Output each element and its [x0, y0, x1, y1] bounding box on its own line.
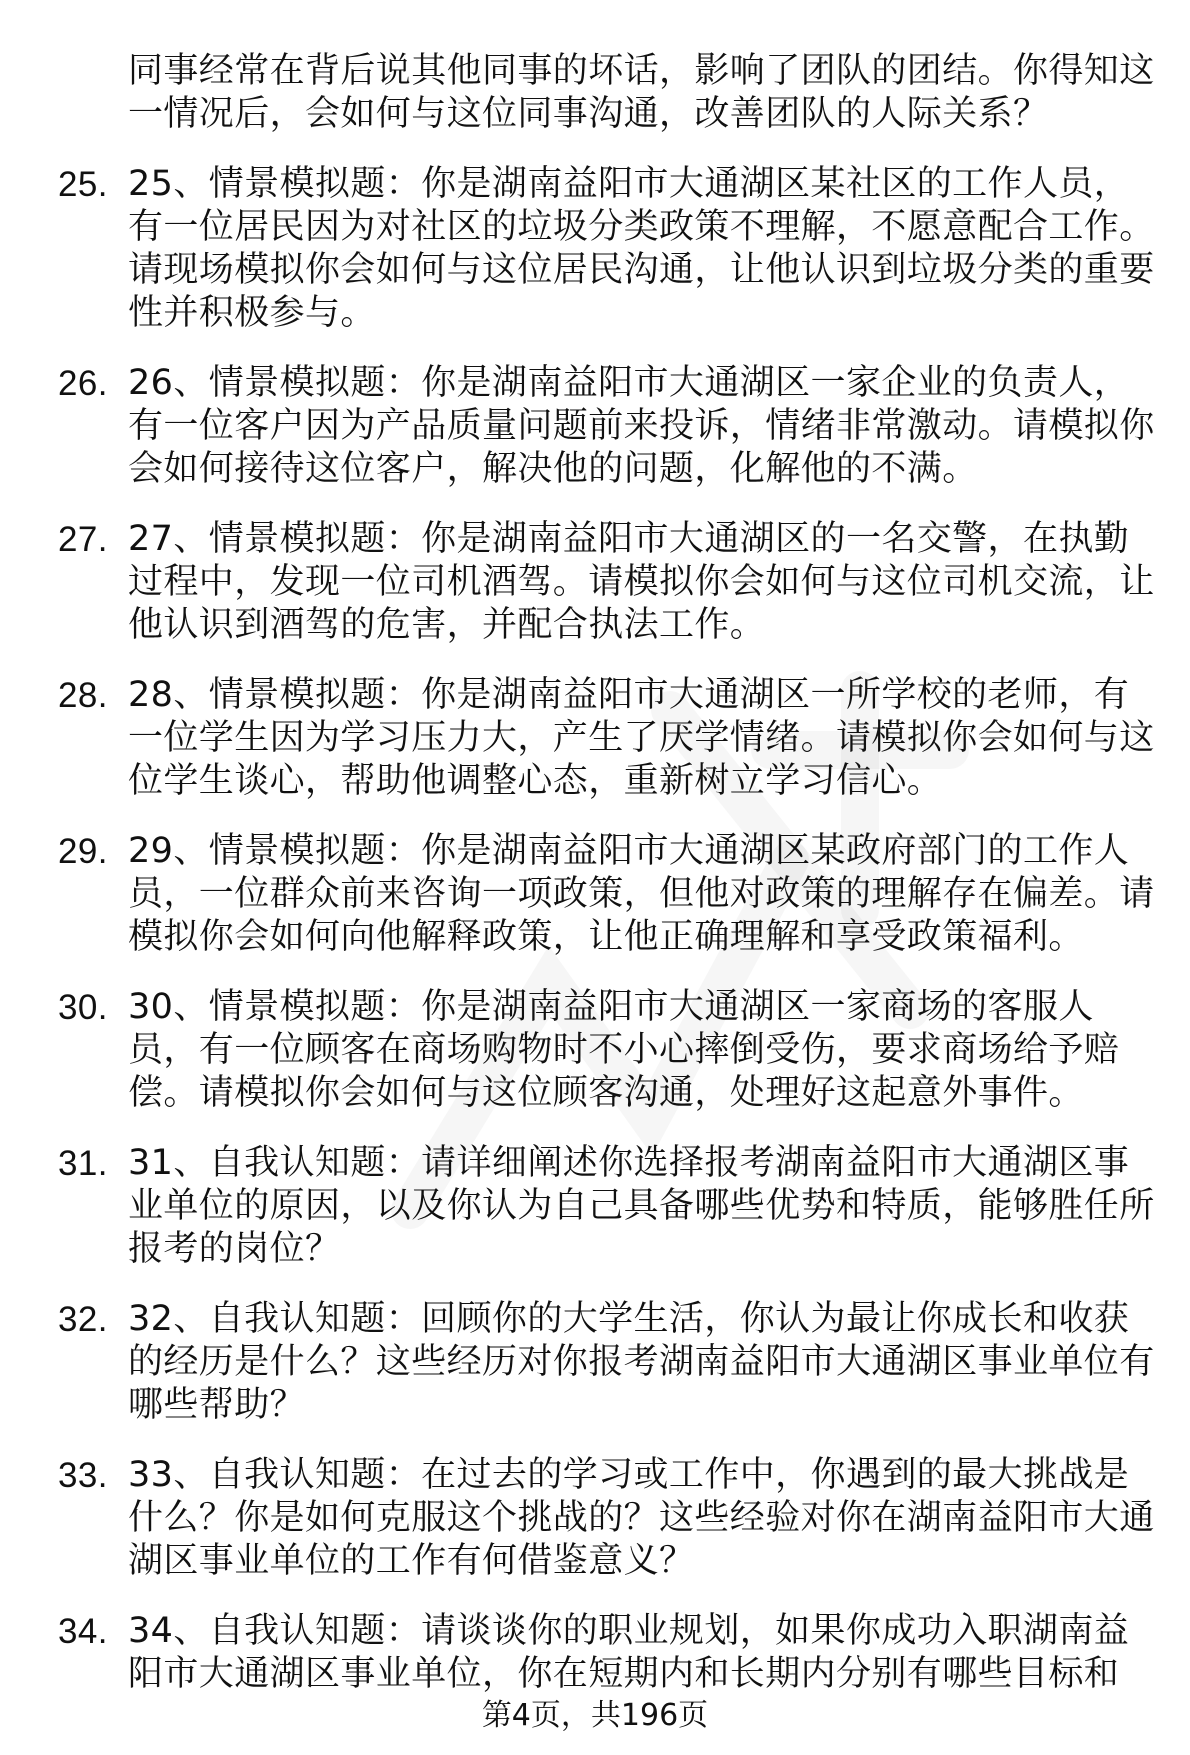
- item-text: 26、情景模拟题：你是湖南益阳市大通湖区一家企业的负责人，有一位客户因为产品质量问题前来投诉，情绪非常激动。请模拟你会如何接待这位客户，解决他的问题，化解他的不满。: [128, 363, 1155, 489]
- item-text: 34、自我认知题：请谈谈你的职业规划，如果你成功入职湖南益阳市大通湖区事业单位，你在短期内和长期内分别有哪些目标和: [128, 1611, 1130, 1694]
- list-item: [58, 674, 1158, 803]
- list-item: [58, 1610, 1158, 1696]
- item-number: 25.: [58, 165, 108, 204]
- page-footer: 第4页，共196页: [481, 1698, 709, 1733]
- item-text: 27、情景模拟题：你是湖南益阳市大通湖区的一名交警，在执勤过程中，发现一位司机酒驾。请模拟你会如何与这位司机交流，让他认识到酒驾的危害，并配合执法工作。: [128, 519, 1155, 645]
- item-number: 30.: [58, 988, 108, 1027]
- list-item: [58, 1454, 1158, 1583]
- item-text: 29、情景模拟题：你是湖南益阳市大通湖区某政府部门的工作人员，一位群众前来咨询一项政策，但他对政策的理解存在偏差。请模拟你会如何向他解释政策，让他正确理解和享受政策福利。: [128, 831, 1155, 957]
- item-number: 27.: [58, 520, 108, 559]
- question-list: [58, 50, 1158, 1723]
- item-number: 28.: [58, 676, 108, 715]
- list-item: [58, 986, 1158, 1115]
- list-item: [58, 362, 1158, 491]
- list-item: [58, 1298, 1158, 1427]
- item-number: 33.: [58, 1456, 108, 1495]
- item-number: 34.: [58, 1612, 108, 1651]
- list-item: [58, 830, 1158, 959]
- item-text: 30、情景模拟题：你是湖南益阳市大通湖区一家商场的客服人员，有一位顾客在商场购物时不小心摔倒受伤，要求商场给予赔偿。请模拟你会如何与这位顾客沟通，处理好这起意外事件。: [128, 987, 1120, 1113]
- list-item: [58, 518, 1158, 647]
- item-number: 26.: [58, 364, 108, 403]
- item-number: 29.: [58, 832, 108, 871]
- list-item: [58, 1142, 1158, 1271]
- item-text: 28、情景模拟题：你是湖南益阳市大通湖区一所学校的老师，有一位学生因为学习压力大，产生了厌学情绪。请模拟你会如何与这位学生谈心，帮助他调整心态，重新树立学习信心。: [128, 675, 1155, 801]
- item-number: 31.: [58, 1144, 108, 1183]
- item-text: 32、自我认知题：回顾你的大学生活，你认为最让你成长和收获的经历是什么？这些经历对你报考湖南益阳市大通湖区事业单位有哪些帮助？: [128, 1299, 1155, 1425]
- continued-question-text: 同事经常在背后说其他同事的坏话，影响了团队的团结。你得知这一情况后，会如何与这位同事沟通，改善团队的人际关系？: [128, 51, 1155, 134]
- item-text: 33、自我认知题：在过去的学习或工作中，你遇到的最大挑战是什么？你是如何克服这个挑战的？这些经验对你在湖南益阳市大通湖区事业单位的工作有何借鉴意义？: [128, 1455, 1155, 1581]
- item-number: 32.: [58, 1300, 108, 1339]
- item-text: 25、情景模拟题：你是湖南益阳市大通湖区某社区的工作人员，有一位居民因为对社区的垃圾分类政策不理解，不愿意配合工作。请现场模拟你会如何与这位居民沟通，让他认识到垃圾分类的重要性并积极参与。: [128, 164, 1155, 333]
- list-item: [58, 163, 1158, 335]
- item-text: 31、自我认知题：请详细阐述你选择报考湖南益阳市大通湖区事业单位的原因，以及你认为自己具备哪些优势和特质，能够胜任所报考的岗位？: [128, 1143, 1155, 1269]
